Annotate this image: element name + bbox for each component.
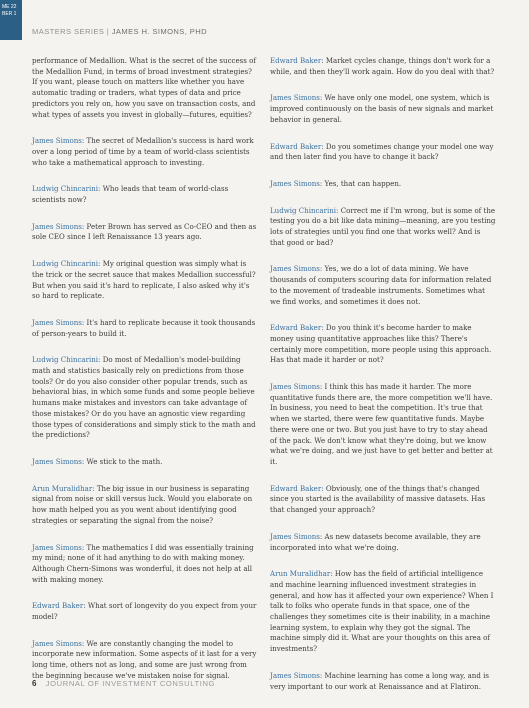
volume-tab-line2: BER 1 <box>2 11 17 17</box>
paragraph-text: Obviously, one of the things that's changed since you started is the availability of massive datasets. Has that changed your approach? <box>270 483 486 515</box>
interview-paragraph <box>32 136 258 168</box>
speaker-name: James Simons: <box>270 670 323 680</box>
interview-paragraph <box>32 56 258 120</box>
interview-paragraph <box>32 318 258 339</box>
interview-paragraph <box>270 93 496 125</box>
interview-paragraph <box>32 639 258 682</box>
paragraph-text: performance of Medallion. What is the secret of the success of the Medallion Fund, in terms of broad investment strategies? If you want, please touch on matters like whether you have automatic trading or traders, what types of data and price predictors you rely on, how you save on transaction costs, and what types of assets you invest in globally—futures, equities? <box>32 56 256 119</box>
journal-name: JOURNAL OF INVESTMENT CONSULTING <box>45 679 216 688</box>
paragraph-text: Market cycles change, things don't work for a while, and then they'll work again. How do you deal with that? <box>270 56 495 76</box>
interview-paragraph <box>270 569 496 655</box>
speaker-name: James Simons: <box>32 317 85 327</box>
speaker-name: James Simons: <box>32 136 85 146</box>
interview-paragraph <box>32 543 258 586</box>
speaker-name: Ludwig Chincarini: <box>270 205 339 215</box>
interview-paragraph <box>270 484 496 516</box>
speaker-name: James Simons: <box>32 456 85 466</box>
speaker-name: Ludwig Chincarini: <box>32 355 101 365</box>
page-footer <box>32 679 215 688</box>
interview-paragraph <box>32 601 258 622</box>
speaker-name: Edward Baker: <box>270 56 324 65</box>
paragraph-text: The mathematics I did was essentially training my mind; none of it had anything to do with making money. Although Chern-Simons was wonderful, it does not help at all with making money. <box>32 542 254 584</box>
speaker-name: James Simons: <box>270 382 323 392</box>
paragraph-text: I think this has made it harder. The more quantitative funds there are, the more competition we'll have. In business, you need to beat the competition. It's true that when we started, there were few quantitative funds. Maybe there were one or two. But you just have to try to stay ahead of the pack. We don't know what they're doing, but we know what we're doing, and we just have to get better and better at it. <box>270 382 493 466</box>
interview-paragraph <box>270 142 496 163</box>
speaker-name: James Simons: <box>32 542 85 552</box>
paragraph-text: Yes, we do a lot of data mining. We have thousands of computers scouring data for information related to the movement of tradeable instruments. Sometimes what we find works, and sometimes it does not. <box>270 264 492 306</box>
paragraph-text: We are constantly changing the model to incorporate new information. Some aspects of it last for a very long time, others not as long, and some are just wrong from the beginning because we've mistaken noise for signal. <box>32 638 257 680</box>
paragraph-text: Yes, that can happen. <box>324 178 402 188</box>
speaker-name: Edward Baker: <box>270 323 324 333</box>
paragraph-text: We have only one model, one system, which is improved continuously on the basis of new signals and market behavior in general. <box>270 93 494 124</box>
speaker-name: James Simons: <box>32 221 85 231</box>
speaker-name: Arun Muralidhar: <box>270 569 333 579</box>
paragraph-text: Do most of Medallion's model-building math and statistics basically rely on predictions from those tools? Or do you also consider other popular trends, such as behavioral bias, in which some funds and some people believe humans make mistakes and investors can take advantage of those mistakes? Or do you have an agnostic view regarding those types of considerations and simply stick to the math and the predictions? <box>32 355 256 440</box>
speaker-name: Ludwig Chincarini: <box>32 184 101 194</box>
paragraph-text: Peter Brown has served as Co-CEO and then as sole CEO since I left Renaissance 13 years ago. <box>32 221 257 242</box>
right-column <box>270 56 496 708</box>
paragraph-text: The big issue in our business is separating signal from noise or skill versus luck. Would you elaborate on how math helped you as you went about identifying good strategies or separating the signal from the noise? <box>32 483 253 525</box>
page-number: 6 <box>32 679 38 688</box>
paragraph-text: Do you think it's become harder to make money using quantitative approaches like this? There's certainly more competition, more people using this approach. Has that made it harder or not? <box>270 323 492 365</box>
paragraph-text: Do you sometimes change your model one way and then later find you have to change it back? <box>270 141 494 162</box>
interview-paragraph <box>270 382 496 468</box>
speaker-name: James Simons: <box>270 264 323 274</box>
paragraph-text: Machine learning has come a long way, and is very important to our work at Renaissance and at Flatiron. <box>270 670 489 691</box>
interview-paragraph <box>32 457 258 468</box>
paragraph-text: Who leads that team of world-class scientists now? <box>32 184 229 205</box>
paragraph-text: What sort of longevity do you expect from your model? <box>32 601 257 622</box>
speaker-name: Ludwig Chincarini: <box>32 259 101 269</box>
interview-paragraph <box>270 179 496 190</box>
paragraph-text: The secret of Medallion's success is hard work over a long period of time by a team of world-class scientists who take a mathematical approach to investing. <box>32 136 254 167</box>
header-series: MASTERS SERIES <box>32 27 105 36</box>
paragraph-text: My original question was simply what is the trick or the secret sauce that makes Medallion successful? But when you said it's hard to replicate, I also asked why it's so hard to replicate. <box>32 259 256 301</box>
interview-paragraph <box>270 206 496 249</box>
header-separator: | <box>106 27 110 36</box>
header-name: JAMES H. SIMONS, PHD <box>111 27 208 36</box>
interview-paragraph <box>32 484 258 527</box>
running-header <box>32 27 207 36</box>
interview-paragraph <box>270 323 496 366</box>
speaker-name: Edward Baker: <box>32 601 86 611</box>
paragraph-text: We stick to the math. <box>86 456 163 466</box>
speaker-name: Arun Muralidhar: <box>32 483 95 493</box>
interview-paragraph <box>270 532 496 553</box>
volume-tab-line1: ME 22 <box>2 4 17 10</box>
speaker-name: James Simons: <box>270 93 323 103</box>
left-column <box>32 56 258 698</box>
interview-paragraph <box>32 184 258 205</box>
paragraph-text: How has the field of artificial intelligence and machine learning influenced investment strategies in general, and how has it affected your own experience? When I talk to folks who operate funds in that space, one of the challenges they sometimes cite is their inability, in a machine learning system, to explain why they got the signal. The machine simply did it. What are your thoughts on this area of investments? <box>270 569 494 654</box>
interview-paragraph <box>32 222 258 243</box>
paragraph-text: As new datasets become available, they are incorporated into what we're doing. <box>270 531 481 552</box>
paragraph-text: It's hard to replicate because it took thousands of person-years to build it. <box>32 317 256 338</box>
speaker-name: James Simons: <box>270 531 323 541</box>
interview-paragraph <box>270 56 496 77</box>
paragraph-text: Correct me if I'm wrong, but is some of the testing you do a bit like data mining—meaning, are you testing lots of strategies until you find one that works well? And is that good or bad? <box>270 205 496 247</box>
interview-paragraph <box>270 264 496 307</box>
speaker-name: James Simons: <box>32 638 85 648</box>
speaker-name: James Simons: <box>270 178 323 188</box>
interview-paragraph <box>270 671 496 692</box>
speaker-name: Edward Baker: <box>270 483 324 493</box>
speaker-name: Edward Baker: <box>270 141 324 151</box>
interview-paragraph <box>32 259 258 302</box>
interview-paragraph <box>32 355 258 441</box>
volume-tab <box>0 0 22 40</box>
